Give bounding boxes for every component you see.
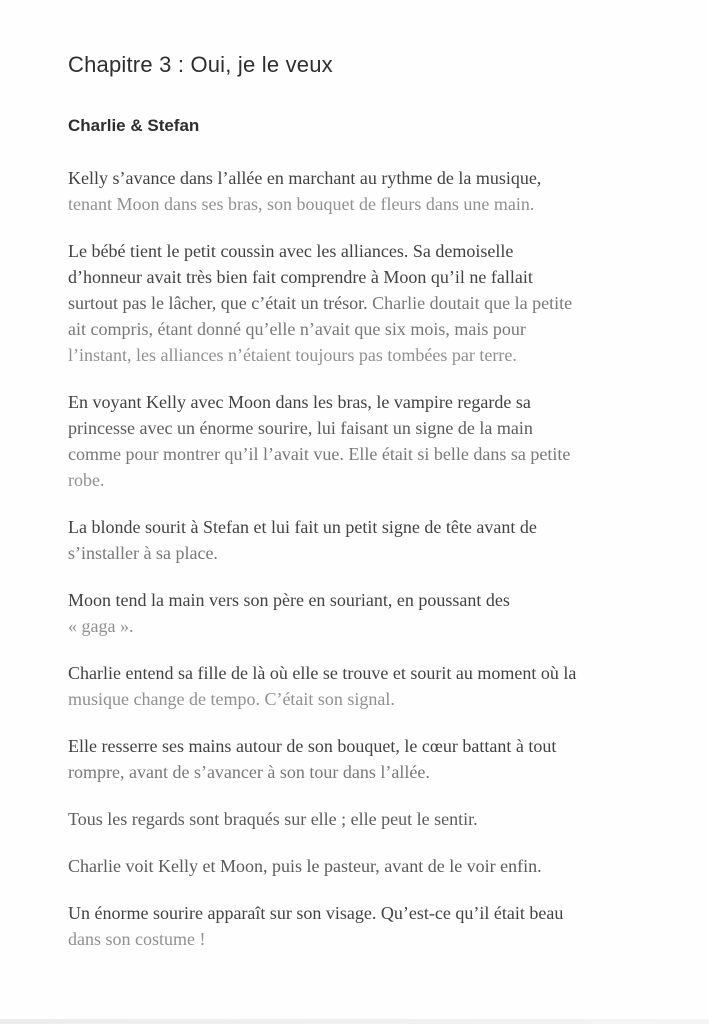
text-segment: princesse avec un énorme sourire, lui faisant un signe de la main <box>68 418 533 438</box>
text-line <box>68 238 665 264</box>
text-segment: Un énorme sourire apparaît sur son visage. Qu’est-ce qu’il était beau <box>68 903 564 923</box>
text-line <box>68 389 665 415</box>
text-segment: Tous les regards sont braqués sur elle ; elle peut le sentir. <box>68 809 478 829</box>
story-content <box>68 165 665 952</box>
text-segment: tenant Moon dans ses bras, son bouquet de fleurs dans une main. <box>68 194 535 214</box>
text-segment: Charlie doutait que la petite <box>372 293 573 313</box>
text-line <box>68 926 665 952</box>
text-segment: s’installer à sa place. <box>68 543 218 563</box>
paragraph <box>68 900 665 952</box>
text-segment: d’honneur avait très bien fait comprendre à Moon qu’il ne fallait <box>68 267 533 287</box>
paragraph <box>68 853 665 879</box>
paragraph <box>68 660 665 712</box>
text-line <box>68 514 665 540</box>
text-segment: l’instant, les alliances n’étaient toujours pas tombées par terre. <box>68 345 517 365</box>
page-bottom-edge <box>0 1019 709 1024</box>
text-line <box>68 264 665 290</box>
text-segment: En voyant Kelly avec Moon dans les bras, le vampire regarde sa <box>68 392 531 412</box>
text-line <box>68 853 665 879</box>
text-segment: « gaga ». <box>68 616 134 636</box>
paragraph <box>68 238 665 368</box>
text-line <box>68 441 665 467</box>
text-segment: surtout pas le lâcher, que c’était un trésor. <box>68 293 373 313</box>
paragraph <box>68 514 665 566</box>
text-segment: robe. <box>68 470 105 490</box>
paragraph <box>68 389 665 493</box>
text-line <box>68 467 665 493</box>
paragraph <box>68 733 665 785</box>
chapter-title: Chapitre 3 : Oui, je le veux <box>68 52 333 77</box>
text-segment: dans son costume ! <box>68 929 206 949</box>
text-line <box>68 759 665 785</box>
text-line <box>68 165 665 191</box>
text-line <box>68 415 665 441</box>
text-line <box>68 587 665 613</box>
text-segment: comme pour montrer qu’il l’avait vue. Elle était si belle dans sa petite <box>68 444 571 464</box>
text-line <box>68 900 665 926</box>
text-segment: Charlie entend sa fille de là où elle se trouve et sourit au moment où la <box>68 663 577 683</box>
text-line <box>68 733 665 759</box>
paragraph <box>68 587 665 639</box>
text-line <box>68 540 665 566</box>
section-subtitle: Charlie & Stefan <box>68 116 200 135</box>
text-line <box>68 806 665 832</box>
text-line <box>68 686 665 712</box>
text-segment: La blonde sourit à Stefan et lui fait un petit signe de tête avant de <box>68 517 537 537</box>
text-segment: musique change de tempo. C’était son signal. <box>68 689 395 709</box>
text-line <box>68 316 665 342</box>
text-line <box>68 290 665 316</box>
text-segment: Elle resserre ses mains autour de son bouquet, le cœur battant à tout <box>68 736 557 756</box>
text-line <box>68 191 665 217</box>
text-line <box>68 342 665 368</box>
paragraph <box>68 806 665 832</box>
text-line <box>68 613 665 639</box>
text-line <box>68 660 665 686</box>
text-segment: Kelly s’avance dans l’allée en marchant au rythme de la musique, <box>68 168 542 188</box>
text-segment: rompre, avant de s’avancer à son tour dans l’allée. <box>68 762 430 782</box>
text-segment: Charlie voit Kelly et Moon, puis le pasteur, avant de le voir enfin. <box>68 856 542 876</box>
paragraph <box>68 165 665 217</box>
text-segment: Le bébé tient le petit coussin avec les alliances. Sa demoiselle <box>68 241 514 261</box>
text-segment: ait compris, étant donné qu’elle n’avait que six mois, mais pour <box>68 319 526 339</box>
text-segment: Moon tend la main vers son père en souriant, en poussant des <box>68 590 510 610</box>
